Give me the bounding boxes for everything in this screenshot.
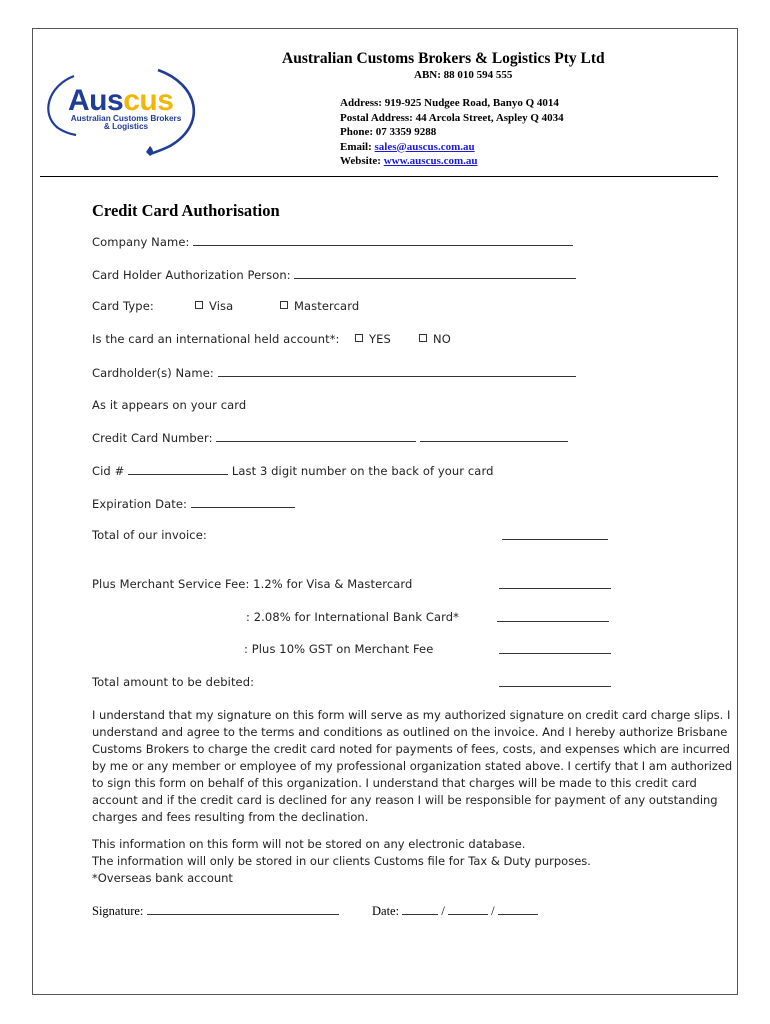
mastercard-label: Mastercard xyxy=(294,299,360,313)
card-type-row xyxy=(92,299,154,313)
no-option[interactable] xyxy=(419,332,451,346)
address: Address: 919-925 Nudgee Road, Banyo Q 4014 xyxy=(340,97,559,109)
merchant-fee-label: Plus Merchant Service Fee: 1.2% for Visa & Mastercard xyxy=(92,577,413,591)
abn: ABN: 88 010 594 555 xyxy=(414,69,513,81)
logo-tagline-1: Australian Customs Brokers xyxy=(70,114,182,123)
intl-fee-label: : 2.08% for International Bank Card* xyxy=(246,610,460,624)
storage-note-1: This information on this form will not be stored on any electronic database. xyxy=(92,837,526,851)
website-row xyxy=(340,154,564,169)
date-day-field[interactable] xyxy=(402,902,438,915)
phone: Phone: 07 3359 9288 xyxy=(340,126,437,138)
contact-block xyxy=(340,96,564,169)
company-name-row xyxy=(92,234,573,249)
visa-label: Visa xyxy=(209,299,234,313)
yes-label: YES xyxy=(369,332,391,346)
postal-address: Postal Address: 44 Arcola Street, Aspley Q 4034 xyxy=(340,111,564,124)
total-debited-field[interactable] xyxy=(499,675,611,690)
date-row: Date: / / xyxy=(372,902,538,919)
card-number-field-1[interactable] xyxy=(216,430,416,442)
email-link[interactable]: sales@auscus.com.au xyxy=(374,140,475,153)
card-holder-auth-row xyxy=(92,267,576,282)
yes-option[interactable] xyxy=(355,332,391,346)
logo-wordmark xyxy=(68,84,173,117)
logo-wordmark-cus: cus xyxy=(123,84,174,117)
expiration-label: Expiration Date: xyxy=(92,497,187,511)
card-number-field-2[interactable] xyxy=(420,430,568,442)
company-name-field[interactable] xyxy=(193,234,573,246)
visa-option[interactable] xyxy=(195,299,233,313)
mastercard-option[interactable] xyxy=(280,299,359,313)
as-it-appears: As it appears on your card xyxy=(92,398,247,412)
logo-tagline-2: & Logistics xyxy=(103,122,149,131)
card-holder-auth-label: Card Holder Authorization Person: xyxy=(92,268,291,282)
mastercard-checkbox[interactable] xyxy=(280,301,288,309)
visa-checkbox[interactable] xyxy=(195,301,203,309)
storage-note-2: The information will only be stored in our clients Customs file for Tax & Duty purposes. xyxy=(92,854,591,868)
signature-label: Signature: xyxy=(92,904,144,918)
website-label: Website: xyxy=(340,155,384,167)
company-name-label: Company Name: xyxy=(92,235,190,249)
website-link[interactable]: www.auscus.com.au xyxy=(383,155,478,167)
declaration-paragraph: I understand that my signature on this form will serve as my authorized signature on credit card charge slips. I understand and agree to the terms and conditions as outlined on the invoice. And I hereby authorize Brisbane Customs Brokers to charge the credit card noted for payments of fees, costs, and expenses which are incurred by me or any member or employee of my professional organization stated above. I certify that I am authorized to sign this form on behalf of this organization. I understand that charges will be made to this credit card account and if the credit card is declined for any reason I will be responsible for payment of any outstanding charges and fees resulting from the declination. xyxy=(92,708,733,824)
date-month-field[interactable] xyxy=(448,902,488,915)
card-holder-auth-field[interactable] xyxy=(294,267,576,279)
auscus-logo xyxy=(38,62,210,158)
gst-field[interactable] xyxy=(499,642,611,657)
intl-fee-field[interactable] xyxy=(497,610,609,625)
signature-field[interactable] xyxy=(147,902,339,915)
company-name: Australian Customs Brokers & Logistics Pty Ltd xyxy=(282,50,605,67)
header-divider xyxy=(40,176,718,177)
cardholder-name-field[interactable] xyxy=(218,365,576,377)
email-row xyxy=(340,140,564,155)
cid-field[interactable] xyxy=(128,463,228,475)
gst-label: : Plus 10% GST on Merchant Fee xyxy=(244,642,434,656)
signature-row xyxy=(92,902,339,919)
form-title: Credit Card Authorisation xyxy=(92,201,280,220)
no-checkbox[interactable] xyxy=(419,334,427,342)
no-label: NO xyxy=(433,332,451,346)
merchant-fee-field[interactable] xyxy=(499,577,611,592)
international-label: Is the card an international held account*: xyxy=(92,332,340,346)
cardholder-name-label: Cardholder(s) Name: xyxy=(92,366,214,380)
total-invoice-field[interactable] xyxy=(502,528,608,543)
date-year-field[interactable] xyxy=(498,902,538,915)
cid-hint: Last 3 digit number on the back of your card xyxy=(231,464,494,478)
email-label: Email: xyxy=(340,140,375,153)
card-type-label: Card Type: xyxy=(92,299,154,313)
expiration-field[interactable] xyxy=(191,496,295,508)
card-number-row xyxy=(92,430,568,445)
cid-label: Cid # xyxy=(92,464,125,478)
yes-checkbox[interactable] xyxy=(355,334,363,342)
expiration-row xyxy=(92,496,295,511)
total-debited-label: Total amount to be debited: xyxy=(92,675,255,689)
date-label: Date: xyxy=(372,904,400,918)
international-row xyxy=(92,332,340,346)
cid-row xyxy=(92,463,493,478)
storage-notes xyxy=(92,836,740,887)
logo-swoosh-tail xyxy=(146,146,153,156)
footnote: *Overseas bank account xyxy=(92,871,233,885)
cardholder-name-row xyxy=(92,365,576,380)
card-number-label: Credit Card Number: xyxy=(92,431,213,445)
logo-wordmark-aus: Aus xyxy=(68,84,124,117)
total-invoice-label: Total of our invoice: xyxy=(92,528,207,542)
